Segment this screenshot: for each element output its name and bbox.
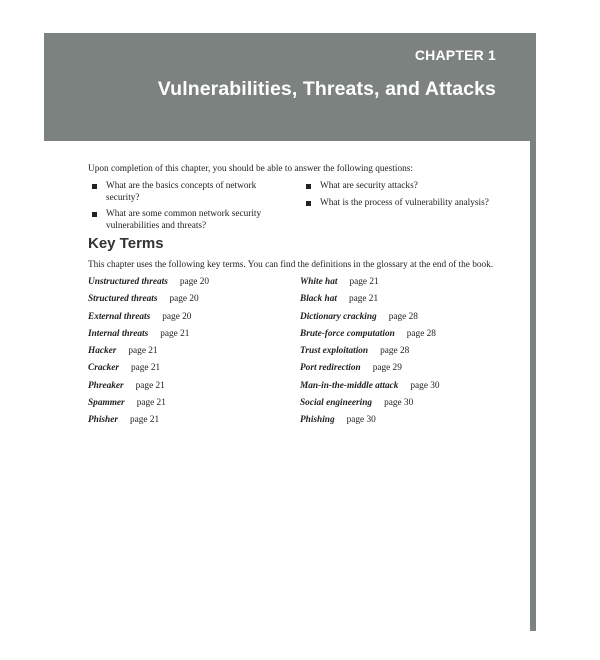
- chapter-title: Vulnerabilities, Threats, and Attacks: [157, 78, 496, 100]
- intro-text: Upon completion of this chapter, you should be able to answer the following questions:: [88, 164, 413, 174]
- question-text: What is the process of vulnerability analysis?: [320, 197, 489, 208]
- key-term-row: [300, 346, 520, 363]
- key-term: Unstructured threats: [88, 277, 168, 287]
- key-term: External threats: [88, 311, 151, 322]
- key-terms-heading: Key Terms: [88, 235, 164, 252]
- key-term-row: [88, 329, 288, 346]
- questions-right-column: [306, 181, 506, 214]
- key-term: Man-in-the-middle attack: [300, 380, 399, 391]
- key-term: Trust exploitation: [300, 346, 369, 357]
- questions-left-column: [92, 181, 292, 237]
- key-terms-left-column: [88, 277, 288, 433]
- page-side-bar: [530, 141, 536, 631]
- key-term-row: [300, 381, 520, 398]
- key-term: White hat: [300, 277, 338, 287]
- key-term-page: page 21: [129, 415, 160, 426]
- key-term-row: [88, 363, 288, 380]
- key-term-row: [300, 277, 520, 294]
- key-term-row: [300, 363, 520, 380]
- bullet-icon: [92, 184, 97, 189]
- key-term: Brute-force computation: [300, 328, 395, 339]
- chapter-label: CHAPTER 1: [414, 47, 496, 63]
- question-item: [92, 209, 292, 232]
- key-term-page: page 28: [406, 328, 436, 339]
- key-term-page: page 20: [169, 294, 199, 305]
- key-term: Internal threats: [88, 328, 149, 339]
- key-term: Hacker: [88, 346, 117, 357]
- key-term-page: page 29: [372, 363, 402, 374]
- key-term-page: page 28: [388, 311, 418, 322]
- key-term-page: page 21: [128, 346, 158, 357]
- key-term-row: [300, 415, 520, 432]
- question-text: What are some common network security vulnerabilities and threats?: [106, 209, 262, 231]
- key-term-page: page 21: [349, 277, 379, 287]
- key-term: Cracker: [88, 363, 119, 374]
- bullet-icon: [306, 184, 311, 189]
- key-term-page: page 30: [346, 415, 376, 426]
- key-term: Phisher: [88, 415, 118, 426]
- key-term-page: page 21: [136, 398, 166, 409]
- key-term-row: [88, 312, 288, 329]
- key-term-row: [300, 312, 520, 329]
- bullet-icon: [92, 212, 97, 217]
- key-term: Phreaker: [88, 380, 124, 391]
- key-term-row: [88, 277, 288, 294]
- key-term-page: page 21: [348, 294, 379, 305]
- question-item: [92, 181, 292, 204]
- key-term: Phishing: [300, 415, 335, 426]
- key-term: Black hat: [300, 294, 337, 305]
- key-term-row: [300, 398, 520, 415]
- key-term-row: [88, 398, 288, 415]
- key-term-row: [300, 329, 520, 346]
- key-term-page: page 21: [160, 328, 190, 339]
- key-term: Dictionary cracking: [300, 311, 377, 322]
- key-term-page: page 20: [179, 277, 209, 287]
- key-term-page: page 30: [384, 398, 414, 409]
- chapter-banner: [44, 33, 536, 141]
- key-term: Social engineering: [300, 398, 373, 409]
- key-term-row: [88, 381, 288, 398]
- question-item: [306, 198, 506, 210]
- key-term-page: page 21: [135, 380, 165, 391]
- question-text: What are security attacks?: [320, 181, 418, 191]
- key-term-row: [88, 415, 288, 432]
- question-text: What are the basics concepts of network security?: [106, 181, 257, 203]
- key-terms-right-column: [300, 277, 520, 433]
- key-term-page: page 28: [380, 346, 410, 357]
- key-term-row: [300, 294, 520, 311]
- key-term-row: [88, 346, 288, 363]
- key-term-page: page 21: [131, 363, 161, 374]
- key-term-row: [88, 294, 288, 311]
- key-terms-description: This chapter uses the following key terms. You can find the definitions in the glossary at the end of the book.: [88, 260, 494, 270]
- bullet-icon: [306, 201, 311, 206]
- key-term-page: page 20: [162, 311, 192, 322]
- key-term: Port redirection: [300, 363, 361, 374]
- question-item: [306, 181, 506, 193]
- key-term: Structured threats: [88, 294, 158, 305]
- key-term: Spammer: [88, 398, 125, 409]
- key-term-page: page 30: [410, 380, 440, 391]
